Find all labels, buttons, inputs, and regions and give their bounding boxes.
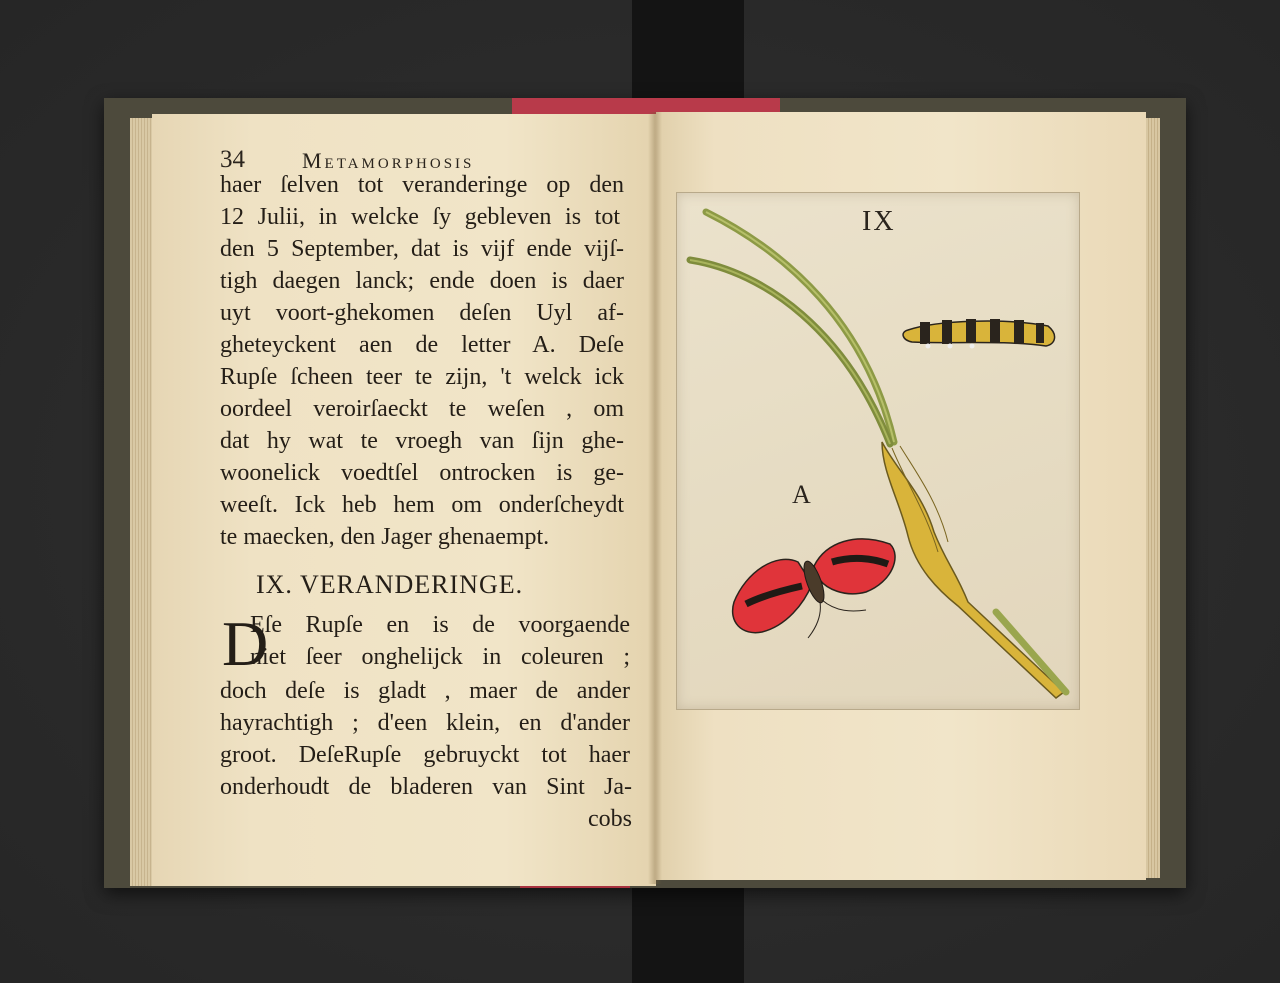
text-line: Eſe Rupſe en is de voorgaende [250, 612, 630, 638]
text-line: 12 Julii, in welcke ſy gebleven is tot [220, 204, 620, 230]
text-line: doch deſe is gladt , maer de ander [220, 678, 630, 704]
text-line: niet ſeer onghelijck in coleuren ; [250, 644, 630, 670]
text-line: tigh daegen lanck; ende doen is daer [220, 268, 624, 294]
text-line: uyt voort-ghekomen deſen Uyl af- [220, 300, 624, 326]
text-line: oordeel veroirſaeckt te weſen , om [220, 396, 624, 422]
red-moth [733, 539, 895, 638]
text-line: haer ſelven tot veranderinge op den [220, 172, 624, 198]
plate-numeral: IX [862, 206, 896, 237]
grass-blade [706, 212, 894, 442]
text-line: Rupſe ſcheen teer te zijn, 't welck ick [220, 364, 624, 390]
caterpillar [903, 319, 1055, 349]
text-line: den 5 September, dat is vijf ende vijſ- [220, 236, 624, 262]
running-head: Metamorphosis [302, 148, 475, 173]
text-line: groot. DeſeRupſe gebruyckt tot haer [220, 742, 630, 768]
text-line: gheteyckent aen de letter A. Deſe [220, 332, 624, 358]
text-line: dat hy wat te vroegh van ſijn ghe- [220, 428, 624, 454]
grass-blade-highlight [706, 212, 894, 442]
text-line: cobs [588, 806, 632, 832]
text-line: woonelick voedtſel ontrocken is ge- [220, 460, 624, 486]
section-heading: IX. VERANDERINGE. [256, 570, 524, 599]
text-line: hayrachtigh ; d'een klein, en d'ander [220, 710, 630, 736]
drop-cap: D [222, 608, 269, 679]
page-number: 34 [220, 146, 245, 173]
plate-letter: A [792, 480, 811, 509]
plate-illustration [676, 192, 1078, 708]
text-line: weeſt. Ick heb hem om onderſcheydt [220, 492, 624, 518]
book-gutter [648, 112, 662, 884]
text-line: onderhoudt de bladeren van Sint Ja- [220, 774, 632, 800]
text-line: te maecken, den Jager ghenaempt. [220, 524, 550, 550]
